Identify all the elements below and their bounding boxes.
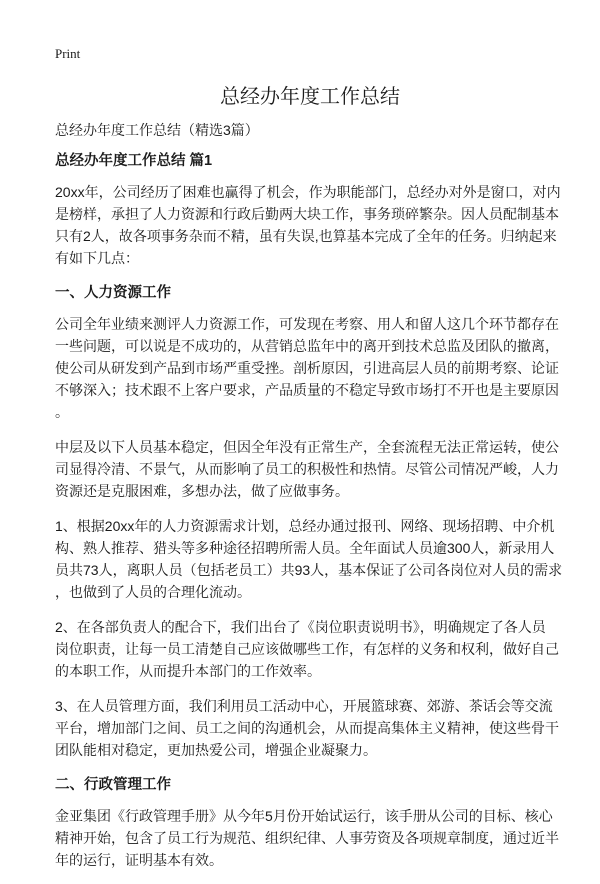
paragraph-line: 构、熟人推荐、猎头等多种途径招聘所需人员。全年面试人员逾300人，新录用人 [55, 540, 555, 556]
paragraph-line: 的本职工作，从而提升本部门的工作效率。 [55, 663, 321, 679]
paragraph-line: 中层及以下人员基本稳定，但因全年没有正常生产，全套流程无法正常运转，使公 [55, 439, 559, 455]
document-title: 总经办年度工作总结 [220, 86, 400, 108]
document-body [55, 150, 565, 884]
paragraph [55, 695, 565, 761]
paragraph-line: 2、在各部负责人的配合下，我们出台了《岗位职责说明书》，明确规定了各人员 [55, 619, 546, 635]
paragraph-line: 公司全年业绩来测评人力资源工作，可发现在考察、用人和留人这几个环节都存在 [55, 316, 559, 332]
document-subtitle: 总经办年度工作总结（精选3篇） [55, 122, 259, 138]
paragraph-line: 团队能相对稳定，更加热爱公司，增强企业凝聚力。 [55, 742, 377, 758]
paragraph [55, 181, 565, 269]
paragraph-line: 有如下几点： [55, 250, 139, 266]
paragraph [55, 436, 565, 502]
paragraph-line: 是榜样，承担了人力资源和行政后勤两大块工作，事务琐碎繁杂。因人员配制基本 [55, 206, 559, 222]
paragraph-line: 使公司从研发到产品到市场严重受挫。剖析原因，引进高层人员的前期考察、论证 [55, 360, 559, 376]
paragraph-line: 不够深入；技术跟不上客户要求，产品质量的不稳定导致市场打不开也是主要原因 [55, 382, 559, 398]
paragraph [55, 515, 565, 603]
paragraph-line: 精神开始，包含了员工行为规范、组织纪律、人事劳资及各项规章制度，通过近半 [55, 830, 559, 846]
paragraph-line: 。 [55, 404, 69, 420]
paragraph-line: 员共73人，离职人员（包括老员工）共93人，基本保证了公司各岗位对人员的需求 [55, 562, 563, 578]
paragraph-line: 20xx年，公司经历了困难也赢得了机会，作为职能部门，总经办对外是窗口，对内 [55, 184, 561, 200]
paragraph-line: 年的运行，证明基本有效。 [55, 852, 223, 868]
paragraph [55, 805, 565, 871]
paragraph [55, 616, 565, 682]
section-heading: 一、人力资源工作 [55, 285, 171, 301]
paragraph-line: 一些问题，可以说是不成功的，从营销总监年中的离开到技术总监及团队的撤离， [55, 338, 559, 354]
paragraph-line: 司显得冷清、不景气，从而影响了员工的积极性和热情。尽管公司情况严峻，人力 [55, 461, 559, 477]
paragraph-line: 资源还是克服困难，多想办法，做了应做事务。 [55, 483, 349, 499]
paragraph-line: 1、根据20xx年的人力资源需求计划，总经办通过报刊、网络、现场招聘、中介机 [55, 518, 555, 534]
paragraph-line: 岗位职责，让每一员工清楚自己应该做哪些工作，有怎样的义务和权利，做好自己 [55, 641, 559, 657]
section-heading: 二、行政管理工作 [55, 777, 171, 793]
paragraph-line: 3、在人员管理方面，我们利用员工活动中心，开展篮球赛、郊游、茶话会等交流 [55, 698, 553, 714]
paragraph-line: 平台，增加部门之间、员工之间的沟通机会，从而提高集体主义精神，使这些骨干 [55, 720, 559, 736]
paragraph [55, 313, 565, 423]
paragraph-line: 只有2人，故各项事务杂而不精，虽有失误,也算基本完成了全年的任务。归纳起来 [55, 228, 557, 244]
paragraph-line: ，也做到了人员的合理化流动。 [55, 584, 251, 600]
section-heading: 总经办年度工作总结 篇1 [55, 153, 213, 169]
paragraph-line: 金亚集团《行政管理手册》从今年5月份开始试运行，该手册从公司的目标、核心 [55, 808, 553, 824]
print-link[interactable]: Print [55, 46, 81, 61]
